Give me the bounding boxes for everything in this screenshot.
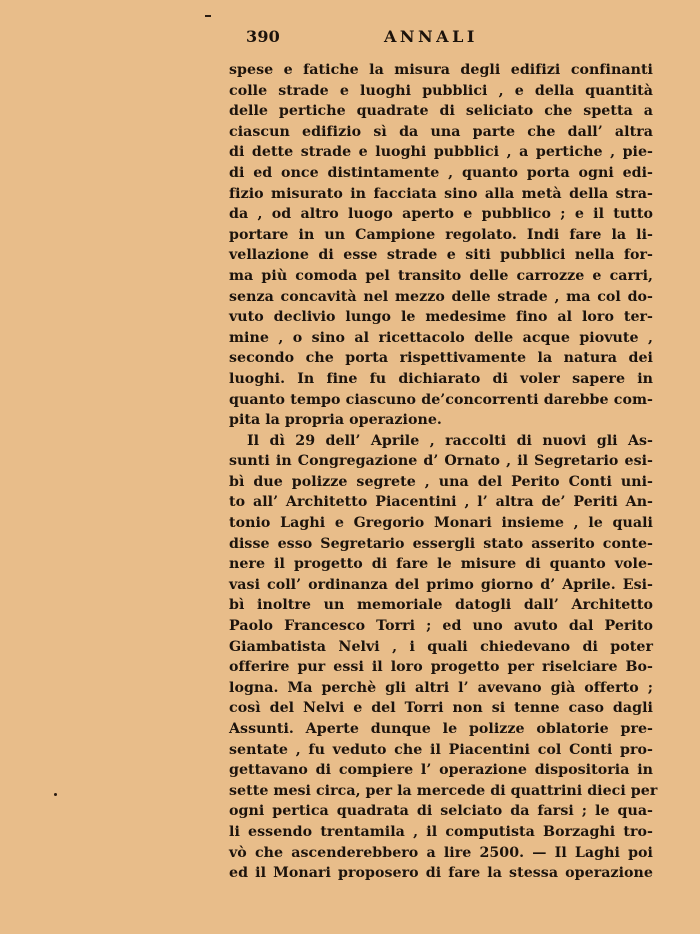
text-line: offerire pur essi il loro progetto per riselciare Bo- (229, 659, 653, 676)
text-line: disse esso Segretario essergli stato asserito conte- (229, 535, 653, 552)
ink-speck (54, 793, 57, 796)
text-line: ma più comoda pel transito delle carrozze e carri, (229, 267, 653, 284)
text-line: quanto tempo ciascuno de’concorrenti darebbe com- (229, 391, 653, 408)
running-title: ANNALI (384, 27, 478, 46)
text-line: ed il Monari proposero di fare la stessa operazione (229, 865, 653, 882)
text-line: mine , o sino al ricettacolo delle acque piovute , (229, 329, 653, 346)
text-line: portare in un Campione regolato. Indi fare la li- (229, 226, 653, 243)
paragraph-start-line: Il dì 29 dell’ Aprile , raccolti di nuovi gli As- (247, 432, 653, 449)
text-line: Assunti. Aperte dunque le polizze oblatorie pre- (229, 721, 653, 737)
text-line: secondo che porta rispettivamente la natura dei (229, 350, 653, 367)
text-line: to all’ Architetto Piacentini , l’ altra de’ Periti An- (229, 494, 653, 511)
text-line: sette mesi circa, per la mercede di quattrini dieci per (229, 782, 658, 799)
text-line: vellazione di esse strade e siti pubblici nella for- (229, 247, 653, 264)
text-line: tonio Laghi e Gregorio Monari insieme , le quali (229, 515, 653, 532)
text-line: di dette strade e luoghi pubblici , a pertiche , pie- (229, 144, 653, 161)
text-line: senza concavità nel mezzo delle strade , ma col do- (229, 288, 653, 305)
text-line: nere il progetto di fare le misure di quanto vole- (229, 556, 653, 573)
text-line: vuto declivio lungo le medesime fino al loro ter- (229, 309, 653, 326)
running-head (246, 27, 646, 51)
text-line: luoghi. In fine fu dichiarato di voler sapere in (229, 370, 653, 387)
text-line: ciascun edifizio sì da una parte che dall’ altra (229, 123, 653, 140)
text-line: bì due polizze segrete , una del Perito Conti uni- (229, 473, 653, 490)
text-line: da , od altro luogo aperto e pubblico ; e il tutto (229, 206, 653, 223)
text-line: delle pertiche quadrate di seliciato che spetta a (229, 103, 653, 120)
text-line: Paolo Francesco Torri ; ed uno avuto dal Perito (229, 618, 653, 635)
text-line: sunti in Congregazione d’ Ornato , il Segretario esi- (229, 453, 653, 470)
text-line: di ed once distintamente , quanto porta ogni edi- (229, 164, 653, 181)
text-line: bì inoltre un memoriale datogli dall’ Architetto (229, 597, 653, 614)
text-block (229, 60, 658, 884)
ink-speck (205, 15, 211, 17)
text-line: così del Nelvi e del Torri non si tenne caso dagli (229, 700, 653, 717)
page-number: 390 (246, 27, 280, 46)
text-line: vò che ascenderebbero a lire 2500. — Il Laghi poi (229, 844, 653, 861)
text-line: logna. Ma perchè gli altri l’ avevano già offerto ; (229, 679, 653, 696)
text-line: sentate , fu veduto che il Piacentini col Conti pro- (229, 741, 653, 758)
text-line: spese e fatiche la misura degli edifizi confinanti (229, 62, 653, 78)
text-line: li essendo trentamila , il computista Borzaghi tro- (229, 823, 653, 840)
text-line: gettavano di compiere l’ operazione dispositoria in (229, 762, 653, 779)
text-line: vasi coll’ ordinanza del primo giorno d’ Aprile. Esi- (229, 576, 653, 593)
text-line: colle strade e luoghi pubblici , e della quantità (229, 82, 653, 99)
text-line: Giambatista Nelvi , i quali chiedevano di poter (229, 638, 653, 655)
text-line: fizio misurato in facciata sino alla metà della stra- (229, 185, 653, 202)
text-line: ogni pertica quadrata di selciato da farsi ; le qua- (229, 803, 653, 820)
text-line: pita la propria operazione. (229, 412, 442, 429)
